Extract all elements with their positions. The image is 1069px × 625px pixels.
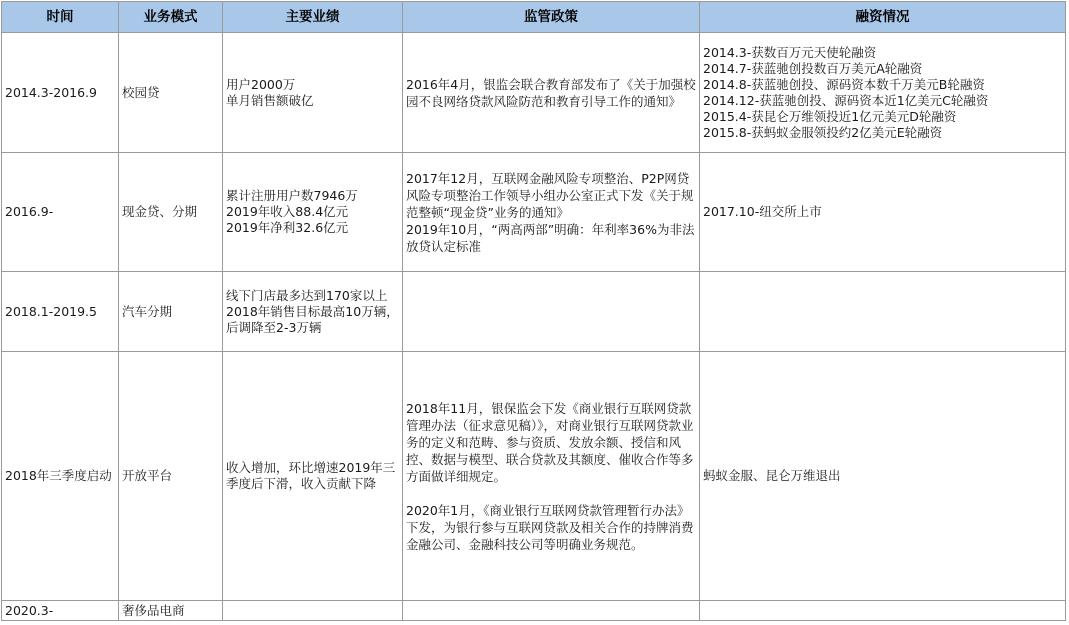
header-business-mode: 业务模式	[119, 2, 223, 33]
cell-policy: 2018年11月，银保监会下发《商业银行互联网贷款管理办法（征求意见稿）》，对商业银行互联网贷款业务的定义和范畴、参与资质、发放余额、授信和风控、数据与模型、联合贷款及其额度、催收合作等多方面做详细规定。 2020年1月，《商业银行互联网贷款管理暂行办法》下发，为银行参与互联网贷款及相关合作的持牌消费金融公司、金融科技公司等明确业务规范。	[403, 352, 700, 601]
header-main-performance: 主要业绩	[223, 2, 403, 33]
header-row	[2, 2, 1066, 33]
cell-performance: 收入增加，环比增速2019年三季度后下滑，收入贡献下降	[223, 352, 403, 601]
header-regulatory-policy: 监管政策	[403, 2, 700, 33]
cell-business-mode: 现金贷、分期	[119, 153, 223, 272]
cell-financing: 2014.3-获数百万元天使轮融资 2014.7-获蓝驰创投数百万美元A轮融资 2014.8-获蓝驰创投、源码资本数千万美元B轮融资 2014.12-获蓝驰创投、源码资本近1亿美元C轮融资 2015.4-获昆仑万维领投近1亿元美元D轮融资 2015.8-获蚂蚁金服领投约2亿美元E轮融资	[700, 33, 1066, 153]
cell-financing: 2017.10-纽交所上市	[700, 153, 1066, 272]
cell-policy: 2017年12月，互联网金融风险专项整治、P2P网贷风险专项整治工作领导小组办公室正式下发《关于规范整顿“现金贷”业务的通知》 2019年10月，“两高两部”明确：年利率36%为非法放贷认定标准	[403, 153, 700, 272]
cell-policy: 2016年4月，银监会联合教育部发布了《关于加强校园不良网络贷款风险防范和教育引导工作的通知》	[403, 33, 700, 153]
cell-time: 2016.9-	[2, 153, 119, 272]
cell-time: 2020.3-	[2, 601, 119, 621]
cell-time: 2018.1-2019.5	[2, 272, 119, 352]
table-row	[2, 153, 1066, 272]
cell-policy	[403, 272, 700, 352]
table-row	[2, 352, 1066, 601]
cell-time: 2014.3-2016.9	[2, 33, 119, 153]
business-history-table	[1, 1, 1066, 621]
cell-performance	[223, 601, 403, 621]
header-time: 时间	[2, 2, 119, 33]
table-row	[2, 272, 1066, 352]
cell-financing: 蚂蚁金服、昆仑万维退出	[700, 352, 1066, 601]
cell-financing	[700, 601, 1066, 621]
table-row	[2, 33, 1066, 153]
table-row	[2, 601, 1066, 621]
cell-time: 2018年三季度启动	[2, 352, 119, 601]
cell-policy	[403, 601, 700, 621]
cell-business-mode: 校园贷	[119, 33, 223, 153]
cell-financing	[700, 272, 1066, 352]
cell-performance: 用户2000万 单月销售额破亿	[223, 33, 403, 153]
cell-business-mode: 开放平台	[119, 352, 223, 601]
cell-business-mode: 奢侈品电商	[119, 601, 223, 621]
cell-business-mode: 汽车分期	[119, 272, 223, 352]
cell-performance: 累计注册用户数7946万 2019年收入88.4亿元 2019年净利32.6亿元	[223, 153, 403, 272]
cell-performance: 线下门店最多达到170家以上 2018年销售目标最高10万辆，后调降至2-3万辆	[223, 272, 403, 352]
header-financing: 融资情况	[700, 2, 1066, 33]
